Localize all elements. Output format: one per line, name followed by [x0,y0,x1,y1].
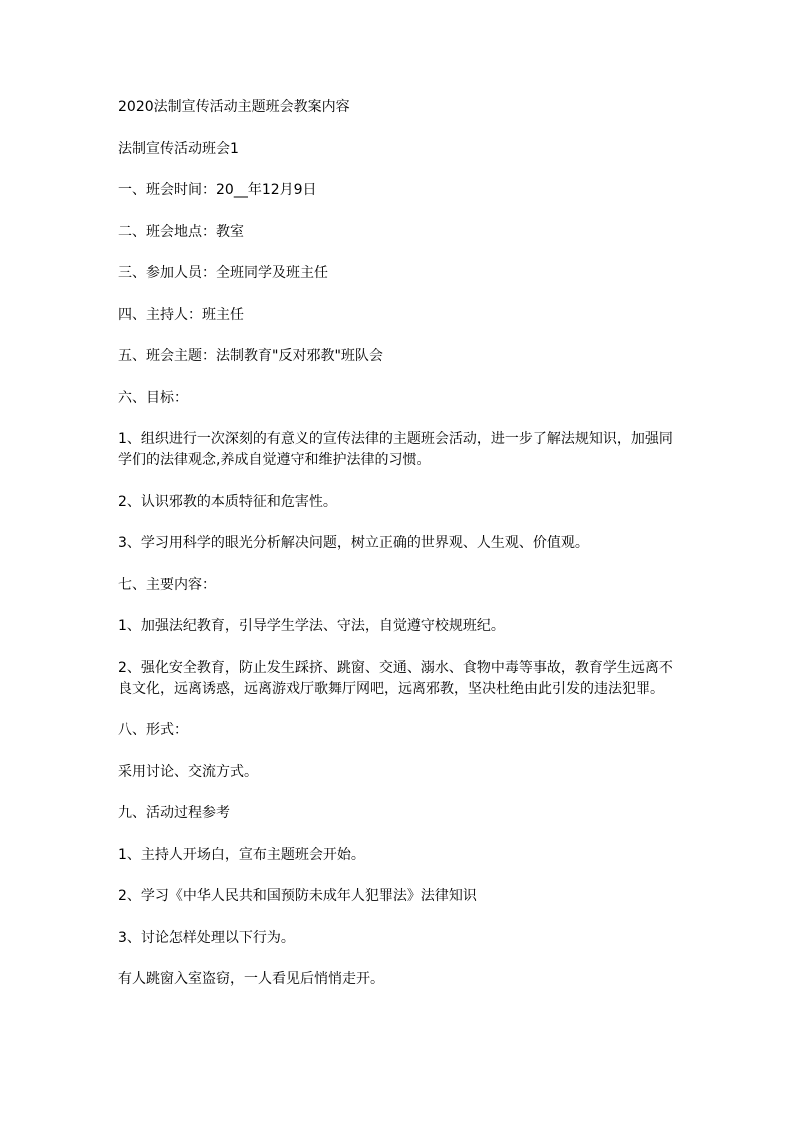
paragraph-line: 良文化，远离诱惑，远离游戏厅歌舞厅网吧，远离邪教，坚决杜绝由此引发的违法犯罪。 [118,680,664,697]
paragraph-line: 三、参加人员：全班同学及班主任 [118,265,328,281]
paragraph-line: 六、目标： [118,389,188,406]
paragraph-subtitle [118,139,718,160]
paragraph-goals-heading [118,388,718,409]
paragraph-line: 四、主持人：班主任 [118,306,244,323]
paragraph-process-2 [118,886,718,907]
paragraph-line: 七、主要内容： [118,576,216,593]
paragraph-goal-2 [118,492,718,513]
paragraph-line: 一、班会时间：20__年12月9日 [118,182,317,198]
paragraph-goal-1 [118,429,718,471]
paragraph-line: 3、学习用科学的眼光分析解决问题，树立正确的世界观、人生观、价值观。 [118,535,589,551]
paragraph-case [118,969,718,990]
paragraph-line: 2、认识邪教的本质特征和危害性。 [118,493,337,510]
paragraph-process-1 [118,845,718,866]
paragraph-line: 1、加强法纪教育，引导学生学法、守法，自觉遵守校规班纪。 [118,618,505,634]
paragraph-meeting-time [118,180,718,201]
paragraph-line: 采用讨论、交流方式。 [118,763,258,780]
paragraph-line: 八、形式： [118,722,188,738]
paragraph-line: 法制宣传活动班会1 [118,140,239,157]
paragraph-process-3 [118,928,718,949]
paragraph-format [118,762,718,783]
paragraph-line: 1、主持人开场白，宣布主题班会开始。 [118,846,365,863]
paragraph-process-heading [118,803,718,824]
paragraph-format-heading [118,720,718,741]
paragraph-line: 二、班会地点：教室 [118,223,244,240]
paragraph-content-1 [118,616,718,637]
paragraph-line: 九、活动过程参考 [118,805,230,821]
paragraph-line: 有人跳窗入室盗窃，一人看见后悄悄走开。 [118,971,384,987]
paragraph-content-heading [118,575,718,596]
paragraph-goal-3 [118,533,718,554]
title-line: 2020法制宣传活动主题班会教案内容 [118,99,350,115]
paragraph-theme [118,346,718,367]
document-body [118,97,718,1011]
paragraph-content-2 [118,658,718,700]
paragraph-line: 3、讨论怎样处理以下行为。 [118,929,295,946]
paragraph-line: 学们的法律观念,养成自觉遵守和维护法律的习惯。 [118,452,431,468]
paragraph-participants [118,263,718,284]
paragraph-line: 1、组织进行一次深刻的有意义的宣传法律的主题班会活动，进一步了解法规知识，加强同 [118,431,673,447]
document-title [118,97,718,118]
paragraph-host [118,305,718,326]
paragraph-meeting-place [118,222,718,243]
paragraph-line: 五、班会主题：法制教育"反对邪教"班队会 [118,348,383,364]
paragraph-line: 2、强化安全教育，防止发生踩挤、跳窗、交通、溺水、食物中毒等事故，教育学生远离不 [118,659,673,676]
paragraph-line: 2、学习《中华人民共和国预防未成年人犯罪法》法律知识 [118,888,477,904]
